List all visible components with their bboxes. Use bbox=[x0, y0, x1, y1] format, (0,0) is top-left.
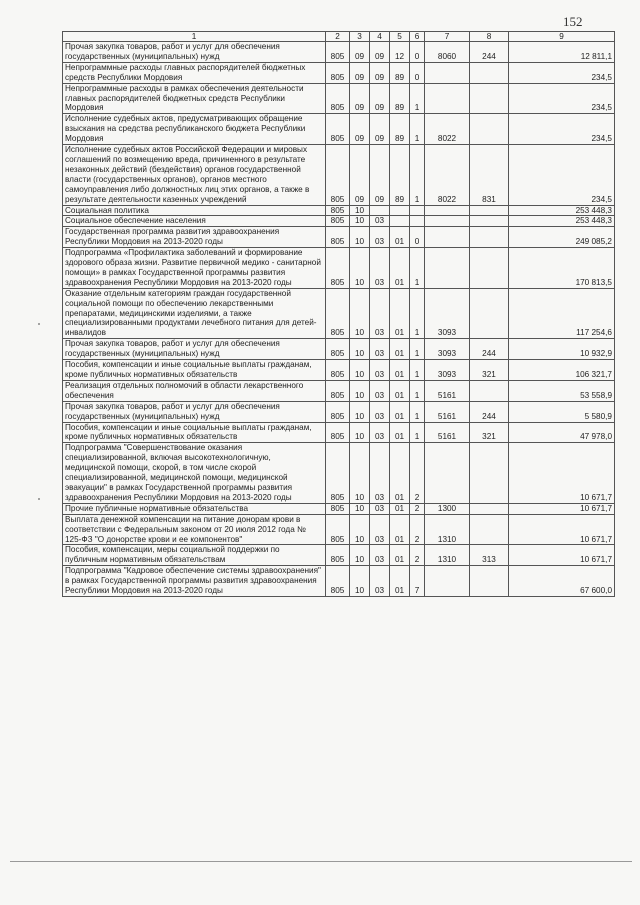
row-code-c4: 03 bbox=[370, 443, 390, 503]
row-code-c4 bbox=[370, 205, 390, 216]
row-code-c5: 12 bbox=[390, 42, 410, 63]
row-code-c5: 89 bbox=[390, 83, 410, 114]
row-code-c3: 09 bbox=[350, 83, 370, 114]
row-code-c7 bbox=[425, 248, 470, 289]
row-code-c6 bbox=[410, 216, 425, 227]
row-code-c2: 805 bbox=[326, 380, 350, 401]
row-code-c3: 10 bbox=[350, 503, 370, 514]
row-code-c6: 1 bbox=[410, 114, 425, 145]
column-header: 2 bbox=[326, 32, 350, 42]
row-code-c7: 3093 bbox=[425, 339, 470, 360]
table-row bbox=[63, 566, 615, 597]
row-code-c2: 805 bbox=[326, 205, 350, 216]
row-code-c2: 805 bbox=[326, 83, 350, 114]
row-code-c4: 09 bbox=[370, 42, 390, 63]
row-code-c6: 1 bbox=[410, 401, 425, 422]
row-code-c6: 2 bbox=[410, 514, 425, 545]
row-code-c3: 10 bbox=[350, 248, 370, 289]
row-code-c3: 10 bbox=[350, 422, 370, 443]
row-code-c5: 89 bbox=[390, 114, 410, 145]
scan-speck bbox=[38, 498, 40, 500]
column-header: 6 bbox=[410, 32, 425, 42]
row-code-c8 bbox=[470, 114, 509, 145]
row-code-c4: 09 bbox=[370, 62, 390, 83]
row-amount: 234,5 bbox=[509, 114, 615, 145]
row-description: Оказание отдельным категориям граждан государственной социальной помощи по обеспечению лекарственными препаратами, медицинскими изделиями, а также специализированными продуктами лечебного питания для детей-инвалидов bbox=[63, 288, 326, 339]
table-row bbox=[63, 205, 615, 216]
row-code-c7: 3093 bbox=[425, 288, 470, 339]
row-code-c8 bbox=[470, 205, 509, 216]
row-code-c5: 01 bbox=[390, 566, 410, 597]
row-code-c8: 321 bbox=[470, 360, 509, 381]
row-code-c2: 805 bbox=[326, 514, 350, 545]
row-amount: 253 448,3 bbox=[509, 205, 615, 216]
row-code-c3: 10 bbox=[350, 443, 370, 503]
row-code-c2: 805 bbox=[326, 422, 350, 443]
row-code-c7 bbox=[425, 566, 470, 597]
row-code-c4: 03 bbox=[370, 380, 390, 401]
row-code-c7: 8060 bbox=[425, 42, 470, 63]
row-amount: 10 932,9 bbox=[509, 339, 615, 360]
row-code-c7: 3093 bbox=[425, 360, 470, 381]
row-description: Социальная политика bbox=[63, 205, 326, 216]
row-amount: 10 671,7 bbox=[509, 443, 615, 503]
row-code-c8: 244 bbox=[470, 42, 509, 63]
row-description: Непрограммные расходы главных распорядителей бюджетных средств Республики Мордовия bbox=[63, 62, 326, 83]
table-row bbox=[63, 339, 615, 360]
row-code-c8 bbox=[470, 227, 509, 248]
row-code-c2: 805 bbox=[326, 216, 350, 227]
row-code-c2: 805 bbox=[326, 503, 350, 514]
table-row bbox=[63, 248, 615, 289]
row-code-c5: 89 bbox=[390, 62, 410, 83]
column-header: 5 bbox=[390, 32, 410, 42]
table-row bbox=[63, 422, 615, 443]
row-code-c3: 10 bbox=[350, 545, 370, 566]
table-row bbox=[63, 401, 615, 422]
row-code-c8: 313 bbox=[470, 545, 509, 566]
column-header: 1 bbox=[63, 32, 326, 42]
row-description: Социальное обеспечение населения bbox=[63, 216, 326, 227]
row-code-c3: 09 bbox=[350, 42, 370, 63]
page-bottom-rule bbox=[10, 861, 632, 862]
row-code-c3: 10 bbox=[350, 514, 370, 545]
row-code-c5: 01 bbox=[390, 339, 410, 360]
row-code-c8 bbox=[470, 216, 509, 227]
row-code-c4: 03 bbox=[370, 216, 390, 227]
row-code-c4: 03 bbox=[370, 566, 390, 597]
column-header: 4 bbox=[370, 32, 390, 42]
row-code-c6: 7 bbox=[410, 566, 425, 597]
row-code-c3: 10 bbox=[350, 339, 370, 360]
row-code-c7: 5161 bbox=[425, 422, 470, 443]
table-row bbox=[63, 503, 615, 514]
row-code-c3: 10 bbox=[350, 401, 370, 422]
row-code-c7 bbox=[425, 62, 470, 83]
column-header: 3 bbox=[350, 32, 370, 42]
row-amount: 117 254,6 bbox=[509, 288, 615, 339]
row-description: Непрограммные расходы в рамках обеспечения деятельности главных распорядителей бюджетных средств Республики Мордовия bbox=[63, 83, 326, 114]
row-code-c5 bbox=[390, 205, 410, 216]
row-code-c3: 10 bbox=[350, 216, 370, 227]
row-amount: 67 600,0 bbox=[509, 566, 615, 597]
row-code-c5: 01 bbox=[390, 422, 410, 443]
row-amount: 170 813,5 bbox=[509, 248, 615, 289]
row-code-c3: 09 bbox=[350, 145, 370, 205]
table-row bbox=[63, 380, 615, 401]
row-code-c4: 03 bbox=[370, 227, 390, 248]
table-row bbox=[63, 114, 615, 145]
row-amount: 12 811,1 bbox=[509, 42, 615, 63]
column-header: 9 bbox=[509, 32, 615, 42]
row-description: Подпрограмма «Профилактика заболеваний и формирование здорового образа жизни. Развитие первичной медико - санитарной помощи» в рамках Государственной программы развития здравоохранения Республики Мордовия на 2013-2020 годы bbox=[63, 248, 326, 289]
budget-table bbox=[62, 31, 615, 597]
row-code-c5: 01 bbox=[390, 227, 410, 248]
row-description: Прочая закупка товаров, работ и услуг для обеспечения государственных (муниципальных) нужд bbox=[63, 42, 326, 63]
row-code-c7: 1310 bbox=[425, 514, 470, 545]
row-code-c7: 1300 bbox=[425, 503, 470, 514]
row-code-c8 bbox=[470, 443, 509, 503]
row-code-c6: 1 bbox=[410, 422, 425, 443]
row-description: Подпрограмма "Совершенствование оказания специализированной, включая высокотехнологичную, медицинской помощи, скорой, в том числе скорой специализированной, медицинской помощи, медицинской эвакуации" в рамках Государственной программы развития здравоохранения Республики Мордовия на 2013-2020 годы bbox=[63, 443, 326, 503]
row-amount: 253 448,3 bbox=[509, 216, 615, 227]
row-code-c4: 03 bbox=[370, 288, 390, 339]
row-description: Прочая закупка товаров, работ и услуг для обеспечения государственных (муниципальных) нужд bbox=[63, 401, 326, 422]
row-code-c3: 10 bbox=[350, 288, 370, 339]
row-code-c7 bbox=[425, 205, 470, 216]
row-amount: 234,5 bbox=[509, 145, 615, 205]
row-code-c6: 2 bbox=[410, 545, 425, 566]
row-code-c5: 01 bbox=[390, 514, 410, 545]
row-code-c8 bbox=[470, 248, 509, 289]
row-code-c3: 09 bbox=[350, 62, 370, 83]
row-amount: 234,5 bbox=[509, 83, 615, 114]
row-code-c5: 01 bbox=[390, 288, 410, 339]
row-code-c4: 03 bbox=[370, 514, 390, 545]
row-code-c4: 03 bbox=[370, 422, 390, 443]
row-code-c5: 01 bbox=[390, 503, 410, 514]
row-code-c5: 01 bbox=[390, 248, 410, 289]
row-code-c8: 244 bbox=[470, 339, 509, 360]
table-row bbox=[63, 216, 615, 227]
row-code-c6: 1 bbox=[410, 380, 425, 401]
row-description: Выплата денежной компенсации на питание донорам крови в соответствии с Федеральным законом от 20 июля 2012 года № 125-ФЗ "О донорстве крови и ее компонентов" bbox=[63, 514, 326, 545]
row-code-c2: 805 bbox=[326, 42, 350, 63]
row-amount: 234,5 bbox=[509, 62, 615, 83]
row-code-c7: 8022 bbox=[425, 145, 470, 205]
row-code-c2: 805 bbox=[326, 360, 350, 381]
row-code-c8 bbox=[470, 380, 509, 401]
row-code-c2: 805 bbox=[326, 443, 350, 503]
row-description: Реализация отдельных полномочий в области лекарственного обеспечения bbox=[63, 380, 326, 401]
row-code-c6: 2 bbox=[410, 443, 425, 503]
row-description: Подпрограмма "Кадровое обеспечение системы здравоохранения" в рамках Государственной программы развития здравоохранения Республики Мордовия на 2013-2020 годы bbox=[63, 566, 326, 597]
row-description: Прочие публичные нормативные обязательства bbox=[63, 503, 326, 514]
table-row bbox=[63, 443, 615, 503]
row-code-c3: 10 bbox=[350, 227, 370, 248]
row-code-c8: 244 bbox=[470, 401, 509, 422]
row-code-c5: 89 bbox=[390, 145, 410, 205]
row-description: Исполнение судебных актов Российской Федерации и мировых соглашений по возмещению вреда, причиненного в результате незаконных действий (бездействия) органов государственной власти (государственных органов), органов местного самоуправления либо должностных лиц этих органов, а также в результате деятельности казенных учреждений bbox=[63, 145, 326, 205]
row-code-c2: 805 bbox=[326, 288, 350, 339]
row-code-c5: 01 bbox=[390, 545, 410, 566]
row-description: Исполнение судебных актов, предусматривающих обращение взыскания на средства республиканского бюджета Республики Мордовия bbox=[63, 114, 326, 145]
row-code-c8 bbox=[470, 62, 509, 83]
row-description: Государственная программа развития здравоохранения Республики Мордовия на 2013-2020 годы bbox=[63, 227, 326, 248]
row-code-c2: 805 bbox=[326, 545, 350, 566]
row-description: Пособия, компенсации и иные социальные выплаты гражданам, кроме публичных нормативных обязательств bbox=[63, 422, 326, 443]
row-code-c2: 805 bbox=[326, 145, 350, 205]
row-amount: 249 085,2 bbox=[509, 227, 615, 248]
row-description: Прочая закупка товаров, работ и услуг для обеспечения государственных (муниципальных) нужд bbox=[63, 339, 326, 360]
table-row bbox=[63, 62, 615, 83]
row-code-c4: 03 bbox=[370, 360, 390, 381]
row-code-c4: 03 bbox=[370, 248, 390, 289]
row-code-c3: 09 bbox=[350, 114, 370, 145]
row-code-c6: 0 bbox=[410, 62, 425, 83]
row-code-c8 bbox=[470, 514, 509, 545]
row-code-c7 bbox=[425, 227, 470, 248]
table-row bbox=[63, 360, 615, 381]
row-code-c3: 10 bbox=[350, 380, 370, 401]
table-row bbox=[63, 288, 615, 339]
row-amount: 47 978,0 bbox=[509, 422, 615, 443]
row-amount: 53 558,9 bbox=[509, 380, 615, 401]
row-code-c4: 03 bbox=[370, 401, 390, 422]
row-amount: 10 671,7 bbox=[509, 545, 615, 566]
table-row bbox=[63, 514, 615, 545]
row-code-c4: 09 bbox=[370, 83, 390, 114]
row-code-c8 bbox=[470, 503, 509, 514]
row-code-c2: 805 bbox=[326, 62, 350, 83]
row-code-c2: 805 bbox=[326, 248, 350, 289]
page-number: 152 bbox=[563, 14, 583, 29]
row-code-c7: 8022 bbox=[425, 114, 470, 145]
table-row bbox=[63, 145, 615, 205]
row-code-c5: 01 bbox=[390, 443, 410, 503]
row-code-c7: 5161 bbox=[425, 401, 470, 422]
row-code-c7: 1310 bbox=[425, 545, 470, 566]
row-code-c2: 805 bbox=[326, 339, 350, 360]
row-code-c7 bbox=[425, 443, 470, 503]
row-code-c4: 03 bbox=[370, 545, 390, 566]
row-code-c8 bbox=[470, 566, 509, 597]
table-row bbox=[63, 227, 615, 248]
row-description: Пособия, компенсации, меры социальной поддержки по публичным нормативным обязательствам bbox=[63, 545, 326, 566]
row-code-c2: 805 bbox=[326, 566, 350, 597]
row-code-c7 bbox=[425, 83, 470, 114]
row-code-c4: 09 bbox=[370, 145, 390, 205]
table-row bbox=[63, 83, 615, 114]
row-code-c7: 5161 bbox=[425, 380, 470, 401]
row-code-c6: 1 bbox=[410, 360, 425, 381]
row-amount: 5 580,9 bbox=[509, 401, 615, 422]
column-header: 8 bbox=[470, 32, 509, 42]
row-amount: 106 321,7 bbox=[509, 360, 615, 381]
row-code-c6: 1 bbox=[410, 248, 425, 289]
row-amount: 10 671,7 bbox=[509, 503, 615, 514]
row-code-c2: 805 bbox=[326, 227, 350, 248]
row-code-c7 bbox=[425, 216, 470, 227]
scan-speck bbox=[38, 323, 40, 325]
row-code-c6: 1 bbox=[410, 83, 425, 114]
row-code-c3: 10 bbox=[350, 360, 370, 381]
row-code-c2: 805 bbox=[326, 401, 350, 422]
row-code-c8 bbox=[470, 83, 509, 114]
row-code-c5: 01 bbox=[390, 401, 410, 422]
table-row bbox=[63, 42, 615, 63]
row-code-c6: 1 bbox=[410, 145, 425, 205]
row-code-c5 bbox=[390, 216, 410, 227]
row-code-c3: 10 bbox=[350, 566, 370, 597]
row-code-c5: 01 bbox=[390, 380, 410, 401]
row-code-c3: 10 bbox=[350, 205, 370, 216]
row-code-c4: 03 bbox=[370, 503, 390, 514]
row-code-c2: 805 bbox=[326, 114, 350, 145]
row-code-c4: 03 bbox=[370, 339, 390, 360]
row-description: Пособия, компенсации и иные социальные выплаты гражданам, кроме публичных нормативных обязательств bbox=[63, 360, 326, 381]
row-code-c4: 09 bbox=[370, 114, 390, 145]
row-code-c8 bbox=[470, 288, 509, 339]
row-code-c5: 01 bbox=[390, 360, 410, 381]
row-code-c6: 1 bbox=[410, 339, 425, 360]
header-row bbox=[63, 32, 615, 42]
row-code-c6 bbox=[410, 205, 425, 216]
table-row bbox=[63, 545, 615, 566]
row-code-c6: 0 bbox=[410, 42, 425, 63]
row-code-c8: 831 bbox=[470, 145, 509, 205]
column-header: 7 bbox=[425, 32, 470, 42]
row-code-c8: 321 bbox=[470, 422, 509, 443]
row-code-c6: 1 bbox=[410, 288, 425, 339]
row-amount: 10 671,7 bbox=[509, 514, 615, 545]
row-code-c6: 2 bbox=[410, 503, 425, 514]
row-code-c6: 0 bbox=[410, 227, 425, 248]
